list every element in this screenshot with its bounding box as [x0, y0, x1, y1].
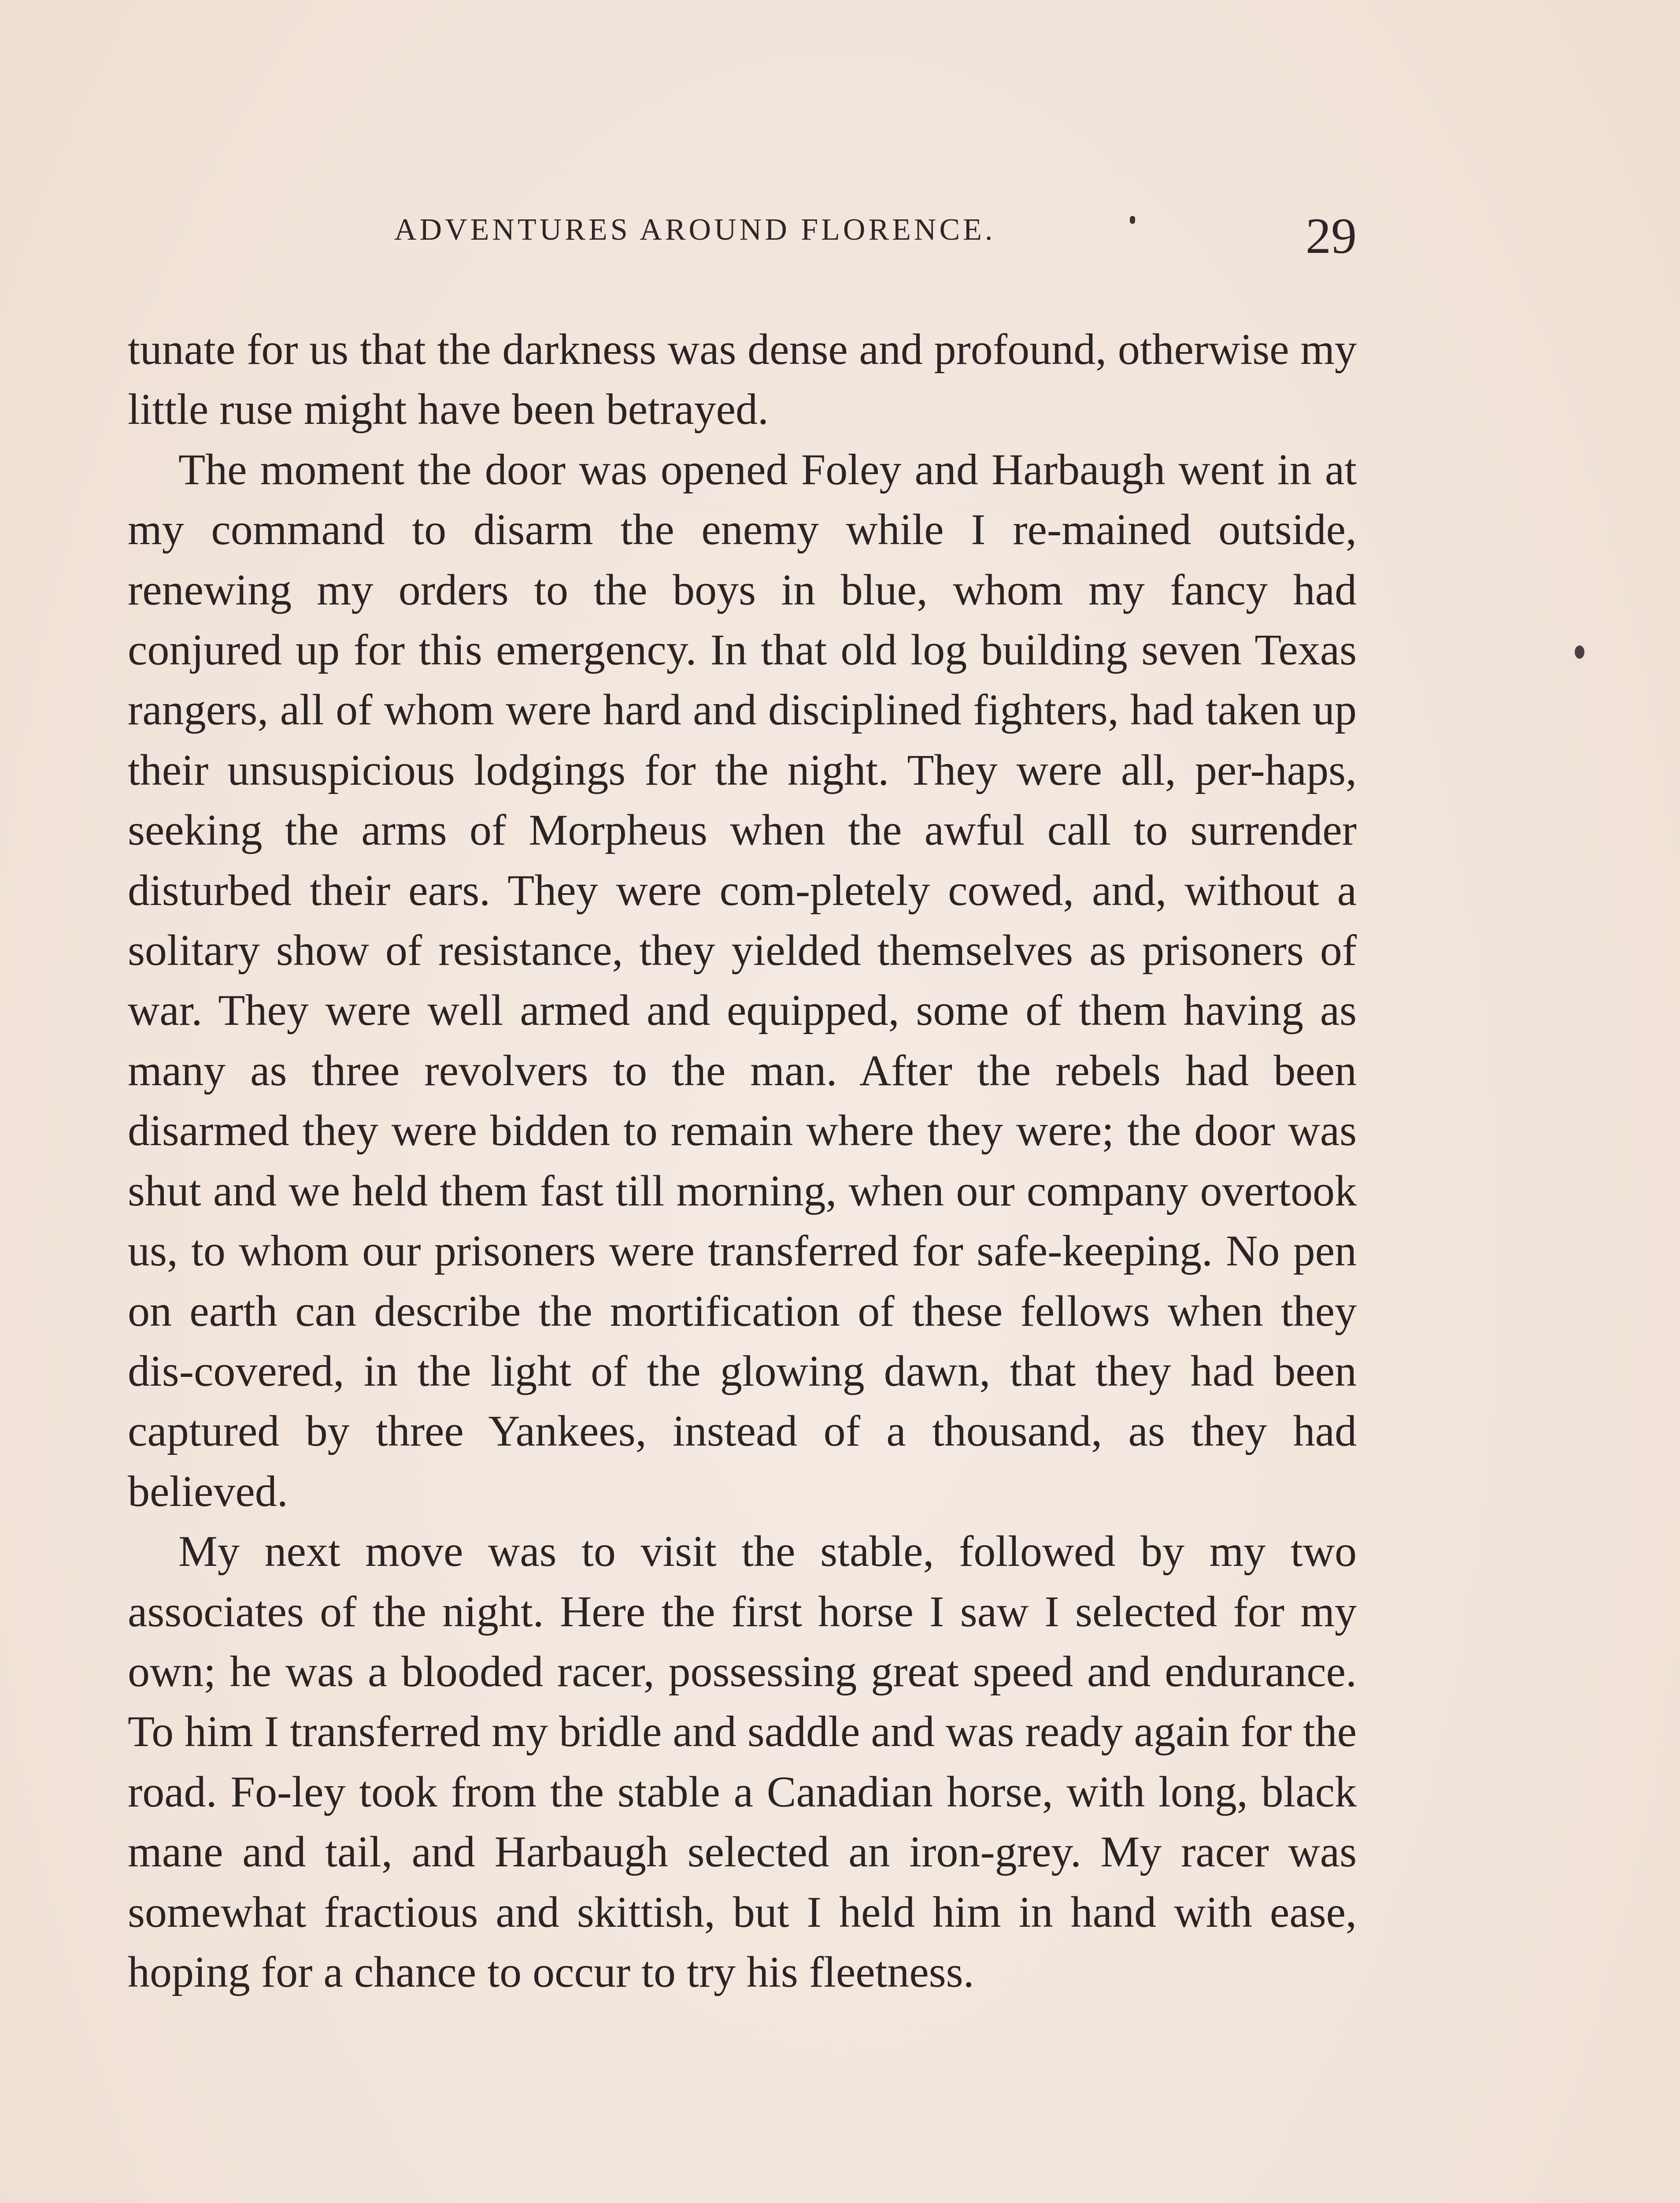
- running-title: ADVENTURES AROUND FLORENCE.: [394, 213, 996, 247]
- body-text: [128, 319, 1357, 2002]
- ink-speck: [1130, 216, 1135, 224]
- paragraph: The moment the door was opened Foley and Harbaugh went in at my command to disarm the enemy while I re-mained outside, renewing my orders to the boys in blue, whom my fancy had conjured up for this emergency. In that old log building seven Texas rangers, all of whom were hard and disciplined fighters, had taken up their unsuspicious lodgings for the night. They were all, per-haps, seeking the arms of Morpheus when the awful call to surrender disturbed their ears. They were com-pletely cowed, and, without a solitary show of resistance, they yielded themselves as prisoners of war. They were well armed and equipped, some of them having as many as three revolvers to the man. After the rebels had been disarmed they were bidden to remain where they were; the door was shut and we held them fast till morning, when our company overtook us, to whom our prisoners were transferred for safe-keeping. No pen on earth can describe the mortification of these fellows when they dis-covered, in the light of the glowing dawn, that they had been captured by three Yankees, instead of a thousand, as they had believed.: [128, 445, 1357, 1516]
- ink-speck: [1575, 645, 1584, 659]
- paragraph: My next move was to visit the stable, followed by my two associates of the night. Here the first horse I saw I selected for my own; he was a blooded racer, possessing great speed and endurance. To him I transferred my bridle and saddle and was ready again for the road. Fo-ley took from the stable a Canadian horse, with long, black mane and tail, and Harbaugh selected an iron-grey. My racer was somewhat fractious and skittish, but I held him in hand with ease, hoping for a chance to occur to try his fleetness.: [128, 1527, 1357, 1996]
- page-number: 29: [1306, 208, 1357, 264]
- running-head: [394, 207, 1357, 264]
- paragraph-continued: tunate for us that the darkness was dense and profound, otherwise my little ruse might have been betrayed.: [128, 325, 1357, 434]
